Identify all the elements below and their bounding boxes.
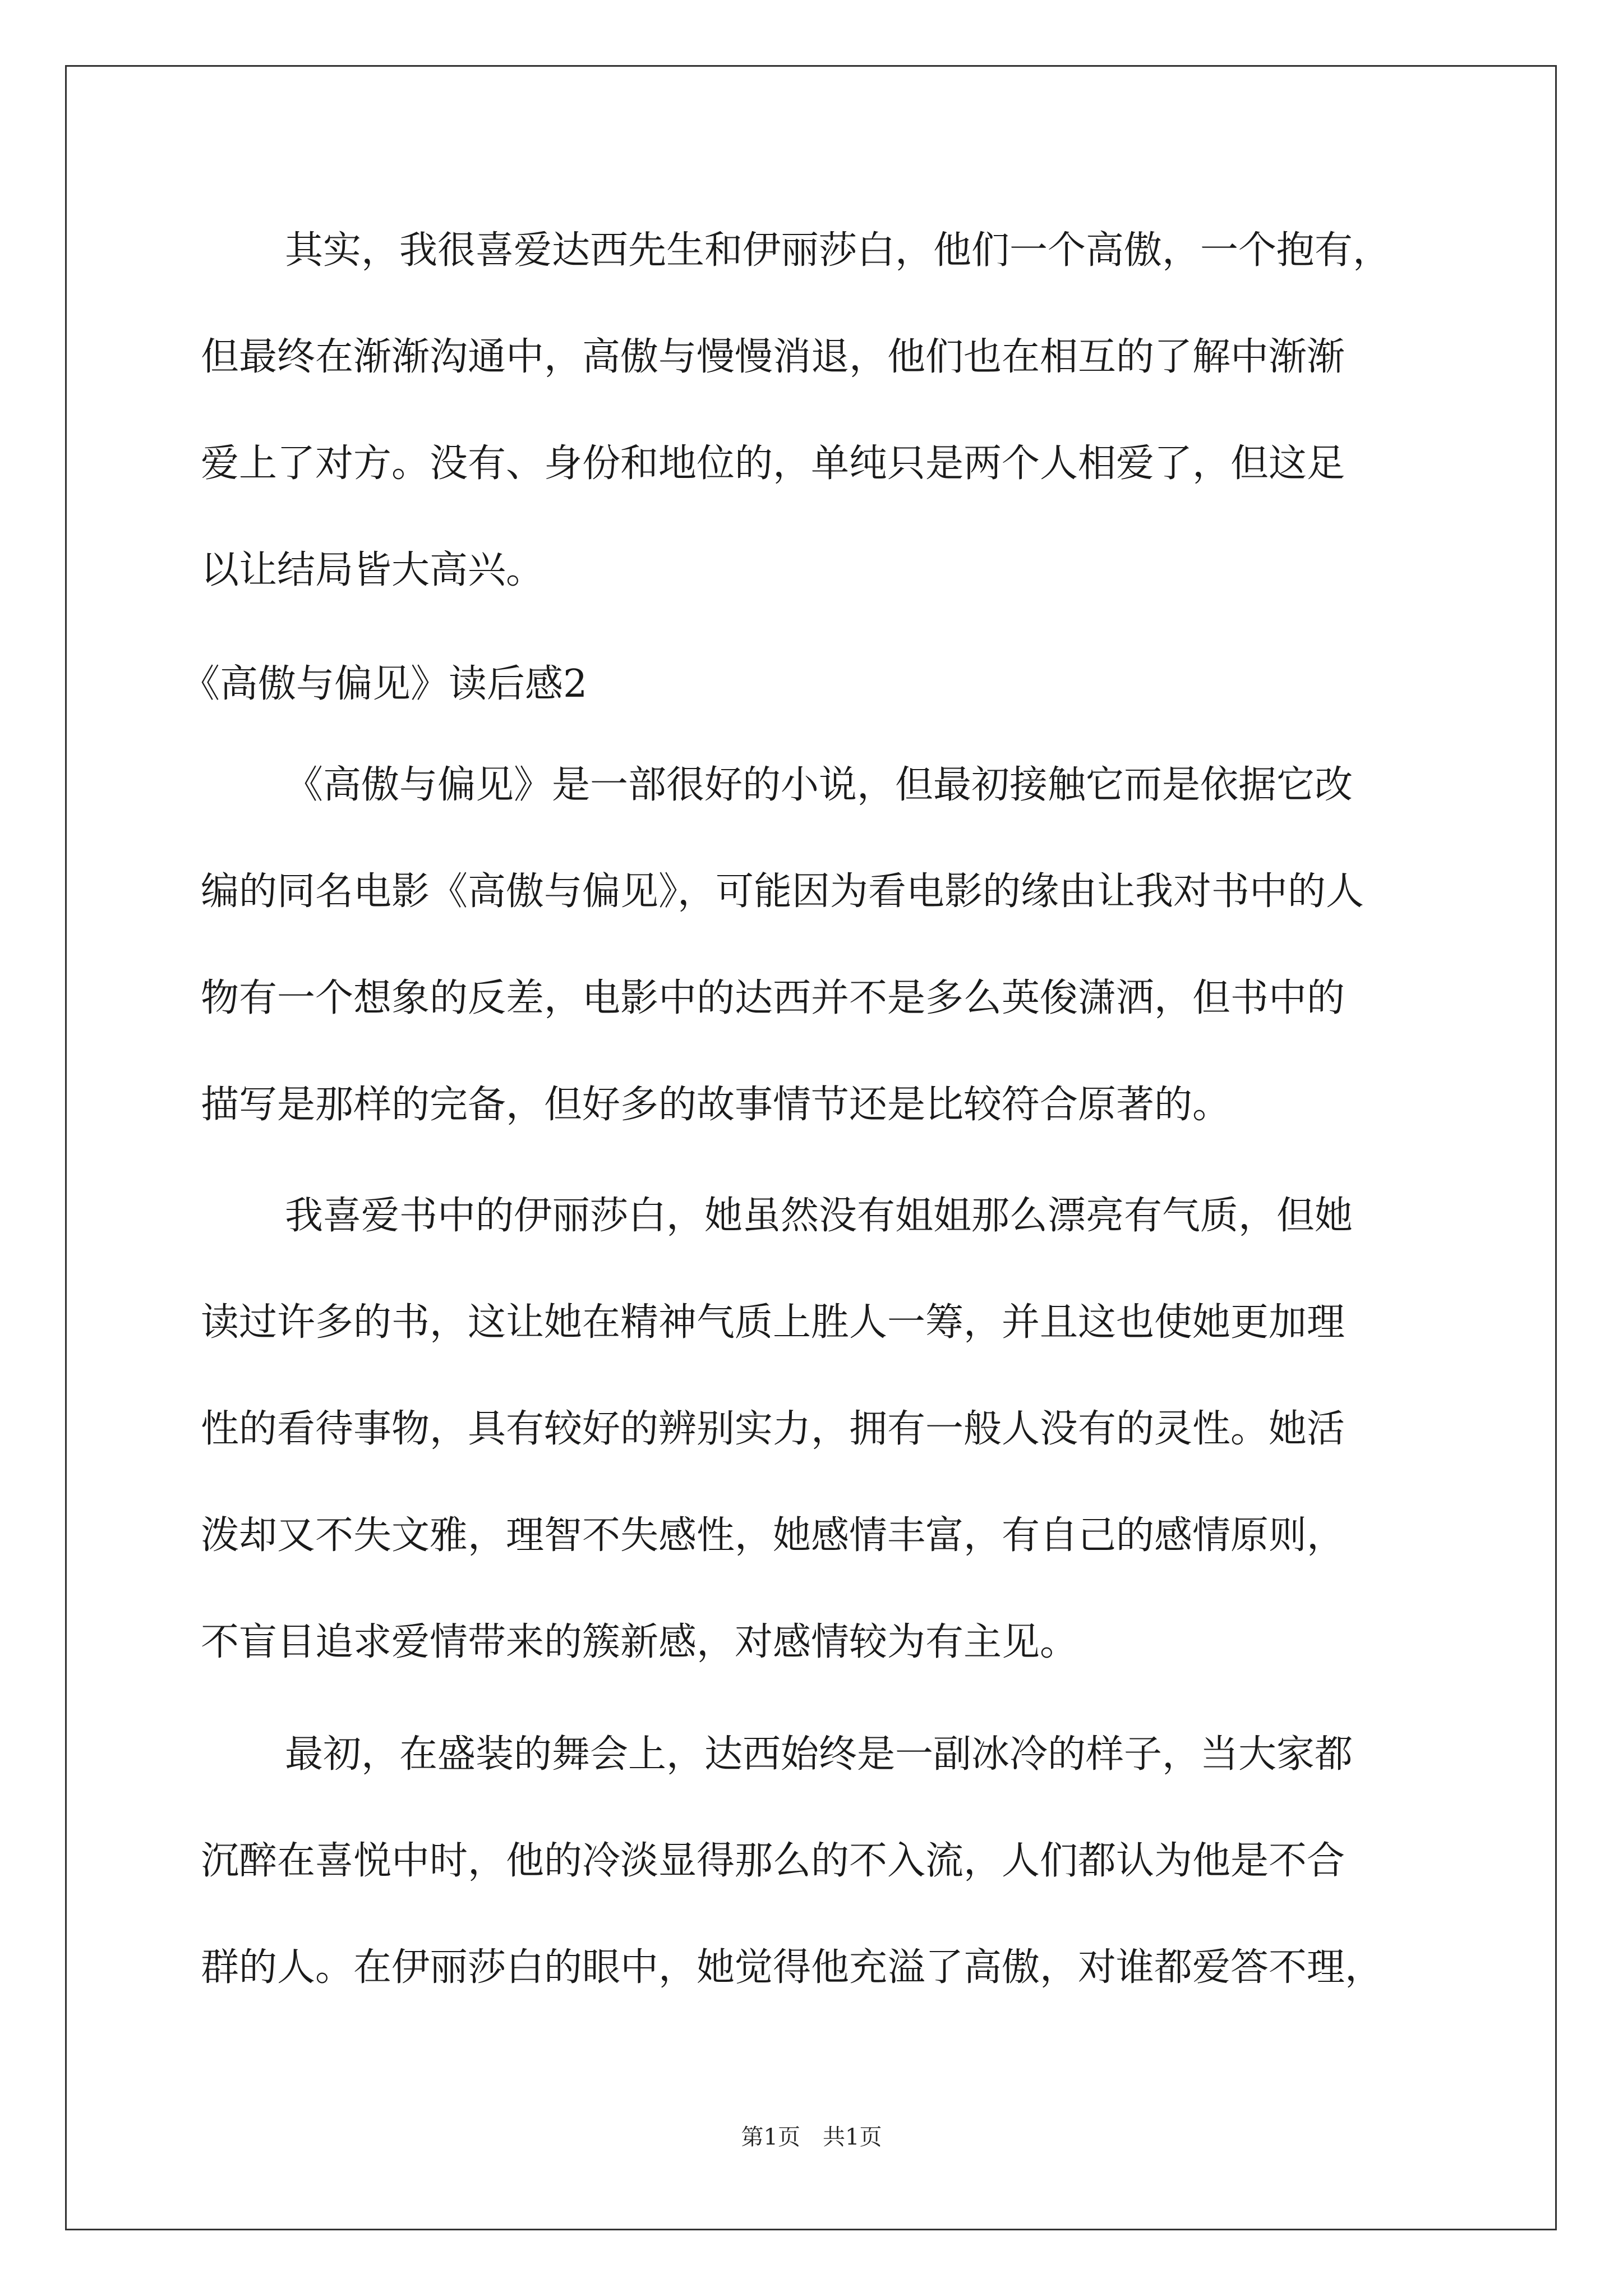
paragraph-2-line-3: 物有一个想象的反差，电影中的达西并不是多么英俊潇洒，但书中的 bbox=[201, 976, 1345, 1020]
page-footer bbox=[0, 2123, 1623, 2151]
paragraph-3-line-4: 泼却又不失文雅，理智不失感性，她感情丰富，有自己的感情原则， bbox=[201, 1513, 1345, 1558]
paragraph-2-line-4: 描写是那样的完备，但好多的故事情节还是比较符合原著的。 bbox=[201, 1083, 1231, 1127]
page-number: 第1页 bbox=[741, 2124, 800, 2150]
paragraph-1-line-3: 爱上了对方。没有、身份和地位的，单纯只是两个人相爱了，但这足 bbox=[201, 441, 1345, 486]
paragraph-4-line-2: 沉醉在喜悦中时，他的冷淡显得那么的不入流，人们都认为他是不合 bbox=[201, 1839, 1345, 1883]
paragraph-1-line-2: 但最终在渐渐沟通中，高傲与慢慢消退，他们也在相互的了解中渐渐 bbox=[201, 335, 1345, 379]
page-total: 共1页 bbox=[823, 2124, 882, 2150]
page-frame bbox=[65, 65, 1557, 2230]
section-heading: 《高傲与偏见》读后感2 bbox=[182, 662, 588, 706]
paragraph-3-line-5: 不盲目追求爱情带来的簇新感，对感情较为有主见。 bbox=[201, 1620, 1078, 1664]
paragraph-3-line-2: 读过许多的书，这让她在精神气质上胜人一筹，并且这也使她更加理 bbox=[201, 1300, 1345, 1345]
paragraph-1-line-1: 其实，我很喜爱达西先生和伊丽莎白，他们一个高傲，一个抱有， bbox=[285, 228, 1391, 273]
paragraph-4-line-1: 最初，在盛装的舞会上，达西始终是一副冰冷的样子，当大家都 bbox=[285, 1732, 1353, 1777]
paragraph-4-line-3: 群的人。在伊丽莎白的眼中，她觉得他充溢了高傲，对谁都爱答不理， bbox=[201, 1945, 1384, 1990]
paragraph-2-line-1: 《高傲与偏见》是一部很好的小说，但最初接触它而是依据它改 bbox=[285, 763, 1353, 807]
paragraph-2-line-2: 编的同名电影《高傲与偏见》，可能因为看电影的缘由让我对书中的人 bbox=[201, 869, 1364, 914]
paragraph-3-line-1: 我喜爱书中的伊丽莎白，她虽然没有姐姐那么漂亮有气质，但她 bbox=[285, 1194, 1353, 1238]
paragraph-1-line-4: 以让结局皆大高兴。 bbox=[201, 548, 545, 592]
paragraph-3-line-3: 性的看待事物，具有较好的辨别实力，拥有一般人没有的灵性。她活 bbox=[201, 1407, 1345, 1451]
